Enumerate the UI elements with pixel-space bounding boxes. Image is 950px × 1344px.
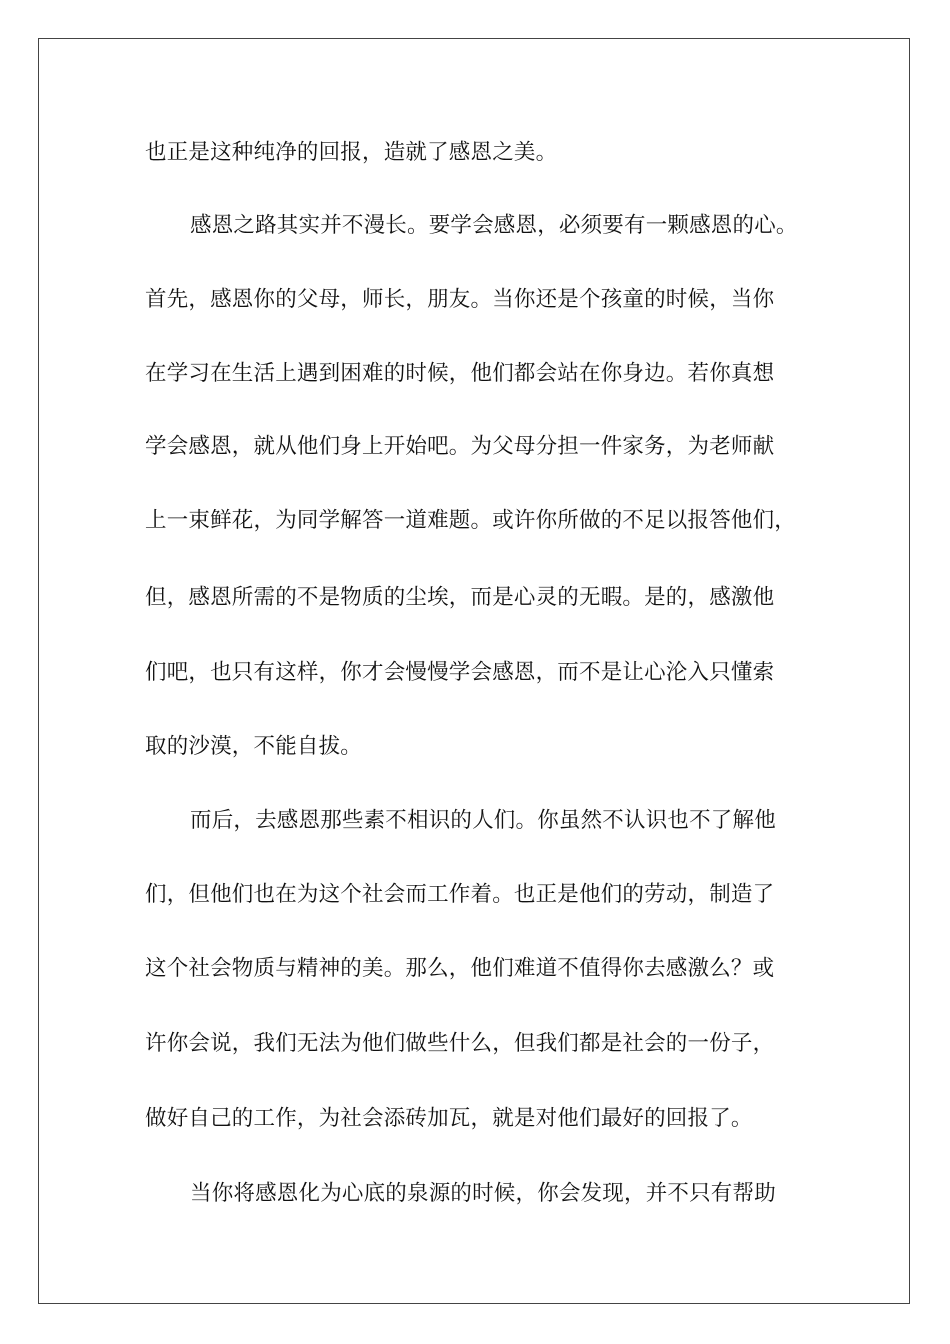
text-line: 们，但他们也在为这个社会而工作着。也正是他们的劳动，制造了 bbox=[145, 882, 775, 907]
text-line: 这个社会物质与精神的美。那么，他们难道不值得你去感激么？或 bbox=[145, 956, 775, 981]
text-line: 学会感恩，就从他们身上开始吧。为父母分担一件家务，为老师献 bbox=[145, 434, 775, 459]
paragraph-first-line: 而后，去感恩那些素不相识的人们。你虽然不认识也不了解他 bbox=[190, 808, 776, 833]
paragraph-first-line: 当你将感恩化为心底的泉源的时候，你会发现，并不只有帮助 bbox=[190, 1181, 776, 1206]
text-line: 取的沙漠，不能自拔。 bbox=[145, 734, 363, 759]
text-line: 也正是这种纯净的回报，造就了感恩之美。 bbox=[145, 140, 558, 165]
text-line: 在学习在生活上遇到困难的时候，他们都会站在你身边。若你真想 bbox=[145, 361, 775, 386]
text-line: 首先，感恩你的父母，师长，朋友。当你还是个孩童的时候，当你 bbox=[145, 287, 775, 312]
paragraph-first-line: 感恩之路其实并不漫长。要学会感恩，必须要有一颗感恩的心。 bbox=[190, 213, 798, 238]
text-line: 们吧，也只有这样，你才会慢慢学会感恩，而不是让心沦入只懂索 bbox=[145, 660, 775, 685]
text-line: 许你会说，我们无法为他们做些什么，但我们都是社会的一份子， bbox=[145, 1031, 775, 1056]
text-line: 但，感恩所需的不是物质的尘埃，而是心灵的无暇。是的，感激他 bbox=[145, 585, 775, 610]
text-line: 做好自己的工作，为社会添砖加瓦，就是对他们最好的回报了。 bbox=[145, 1106, 753, 1131]
text-line: 上一束鲜花，为同学解答一道难题。或许你所做的不足以报答他们， bbox=[145, 508, 797, 533]
